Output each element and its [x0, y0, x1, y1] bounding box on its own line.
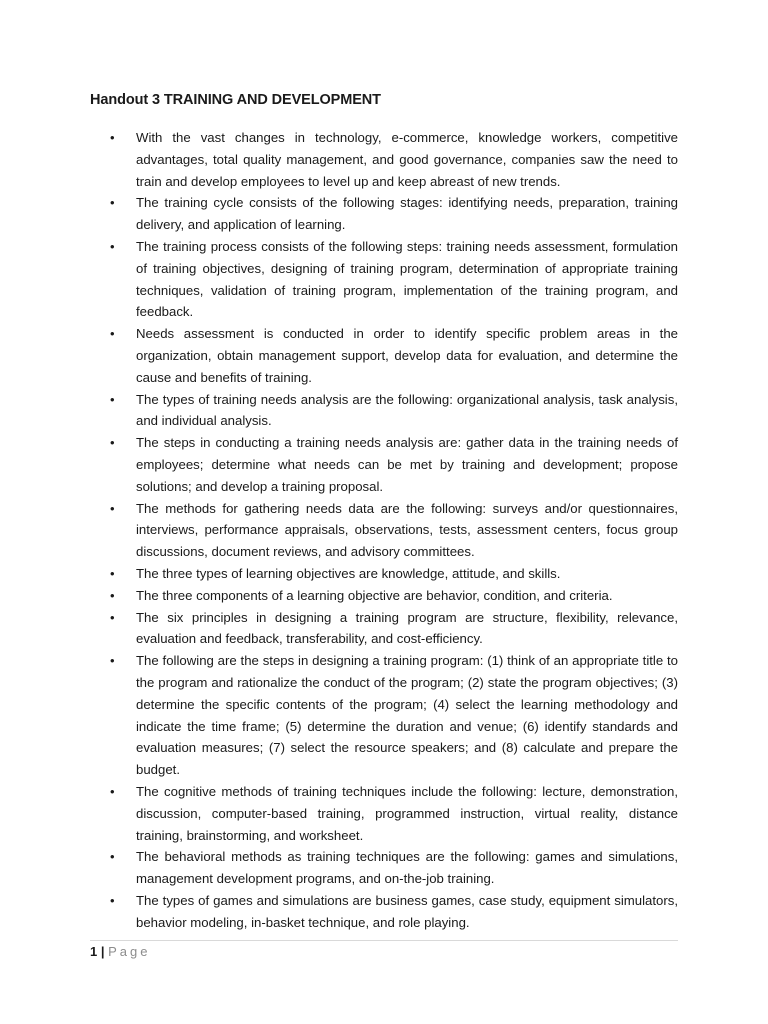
bullet-marker: •	[110, 587, 115, 603]
list-item	[110, 236, 678, 323]
bullet-text: The training cycle consists of the following stages: identifying needs, preparation, training delivery, and application of learning.	[136, 195, 678, 233]
page-number: 1	[90, 944, 98, 959]
bullet-marker: •	[110, 849, 115, 865]
bullet-marker: •	[110, 500, 115, 516]
list-item	[110, 127, 678, 192]
list-item	[110, 607, 678, 651]
bullet-text: The methods for gathering needs data are the following: surveys and/or questionnaires, interviews, performance appraisals, observations, tests, assessment centers, focus group discussions, document reviews, and advisory committees.	[136, 500, 678, 560]
bullet-marker: •	[110, 435, 115, 451]
list-item	[110, 323, 678, 388]
bullet-text: The six principles in designing a training program are structure, flexibility, relevance, evaluation and feedback, transferability, and cost-efficiency.	[136, 609, 678, 647]
footer-divider	[90, 940, 678, 941]
list-item	[110, 781, 678, 846]
bullet-text: The steps in conducting a training needs analysis are: gather data in the training needs of employees; determine what needs can be met by training and development; propose solutions; and develop a training proposal.	[136, 435, 678, 494]
bullet-marker: •	[110, 609, 115, 625]
list-item	[110, 498, 678, 563]
list-item	[110, 389, 678, 433]
bullet-marker: •	[110, 195, 115, 211]
list-item	[110, 585, 678, 607]
bullet-text: The three types of learning objectives are knowledge, attitude, and skills.	[136, 565, 561, 581]
bullet-marker: •	[110, 391, 115, 407]
bullet-marker: •	[110, 238, 115, 254]
bullet-marker: •	[110, 130, 115, 145]
bullet-text: With the vast changes in technology, e-commerce, knowledge workers, competitive advantages, total quality management, and good governance, companies saw the need to train and develop employees to level up and keep abreast of new trends.	[136, 130, 678, 189]
bullet-marker: •	[110, 565, 115, 581]
bullet-text: Needs assessment is conducted in order to identify specific problem areas in the organization, obtain management support, develop data for evaluation, and determine the cause and benefits of training.	[136, 326, 678, 385]
list-item	[110, 192, 678, 236]
list-item	[110, 432, 678, 497]
bullet-marker: •	[110, 892, 115, 908]
list-item	[110, 563, 678, 585]
bullet-text: The training process consists of the following steps: training needs assessment, formulation of training objectives, designing of training program, determination of appropriate training techniques, validation of training program, implementation of the training program, and feedback.	[136, 238, 678, 320]
document-title: Handout 3 TRAINING AND DEVELOPMENT	[90, 92, 381, 108]
bullet-text: The three components of a learning objective are behavior, condition, and criteria.	[136, 587, 613, 603]
bullet-list	[110, 127, 678, 933]
footer-separator: |	[100, 944, 105, 959]
list-item	[110, 890, 678, 934]
bullet-text: The cognitive methods of training techniques include the following: lecture, demonstration, discussion, computer-based training, programmed instruction, virtual reality, distance training, brainstorming, and worksheet.	[136, 783, 678, 843]
list-item	[110, 650, 678, 781]
bullet-marker: •	[110, 653, 115, 669]
bullet-text: The types of training needs analysis are the following: organizational analysis, task analysis, and individual analysis.	[136, 391, 678, 429]
list-item	[110, 846, 678, 890]
page-footer	[90, 943, 151, 961]
bullet-marker: •	[110, 783, 115, 799]
bullet-text: The behavioral methods as training techniques are the following: games and simulations, management development programs, and on-the-job training.	[136, 849, 678, 887]
bullet-text: The types of games and simulations are business games, case study, equipment simulators, behavior modeling, in-basket technique, and role playing.	[136, 892, 678, 930]
bullet-marker: •	[110, 326, 115, 342]
page-label: Page	[108, 944, 151, 959]
bullet-text: The following are the steps in designing a training program: (1) think of an appropriate title to the program and rationalize the conduct of the program; (2) state the program objectives; (3) determine the specific contents of the program; (4) select the learning methodology and indicate the time frame; (5) determine the duration and venue; (6) identify standards and evaluation measures; (7) select the resource speakers; and (8) calculate and prepare the budget.	[136, 653, 678, 778]
